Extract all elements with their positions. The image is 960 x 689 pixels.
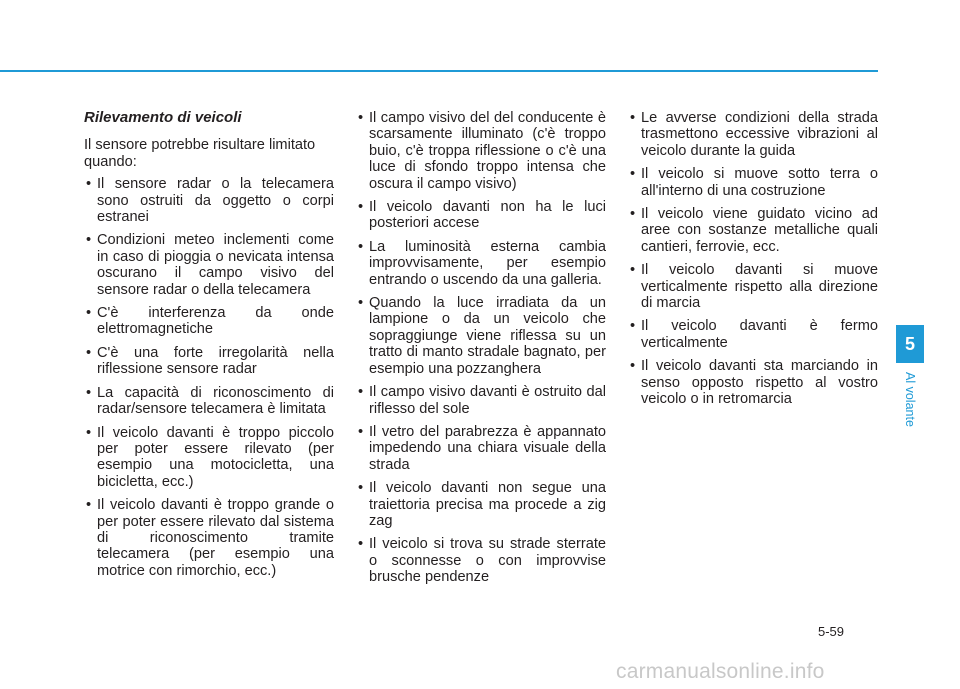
- chapter-tab: 5: [896, 325, 924, 363]
- list-item: • C'è interferenza da onde elettromagnetiche: [84, 305, 334, 338]
- header-rule: [0, 70, 878, 72]
- list-item: • Il vetro del parabrezza è appannato impedendo una chiara visuale della strada: [356, 424, 606, 473]
- watermark: carmanualsonline.info: [616, 660, 825, 683]
- list-item: • Il veicolo davanti sta marciando in senso opposto rispetto al vostro veicolo o in retromarcia: [628, 358, 878, 407]
- list-item: • Il veicolo davanti si muove verticalmente rispetto alla direzione di marcia: [628, 262, 878, 311]
- section-title: Rilevamento di veicoli: [84, 109, 242, 126]
- condition-list-3: [628, 110, 878, 408]
- list-item: • Il veicolo davanti è troppo piccolo per poter essere rilevato (per esempio una motocicletta, una bicicletta, ecc.): [84, 425, 334, 491]
- list-item: • Il veicolo davanti non ha le luci posteriori accese: [356, 199, 606, 232]
- list-item: • Quando la luce irradiata da un lampione o da un veicolo che sopraggiunge viene riflessa su un tratto di manto stradale bagnato, per esempio una pozzanghera: [356, 295, 606, 377]
- condition-list-2: [356, 110, 606, 586]
- column-2: [356, 110, 606, 593]
- list-item: • Il sensore radar o la telecamera sono ostruiti da oggetto o corpi estranei: [84, 176, 334, 225]
- list-item: • Il veicolo davanti non segue una traiettoria precisa ma procede a zig zag: [356, 480, 606, 529]
- list-item: • La luminosità esterna cambia improvvisamente, per esempio entrando o uscendo da una galleria.: [356, 239, 606, 288]
- list-item: • Condizioni meteo inclementi come in caso di pioggia o nevicata intensa oscurano il campo visivo del sensore radar o della telecamera: [84, 232, 334, 298]
- section-intro: Il sensore potrebbe risultare limitato quando:: [84, 137, 316, 170]
- condition-list-1: [84, 176, 334, 579]
- column-3: [628, 110, 878, 415]
- list-item: • Il campo visivo del del conducente è scarsamente illuminato (c'è troppo buio, c'è troppa riflessione o c'è una luce di sfondo troppo intensa che oscura il campo visivo): [356, 110, 606, 192]
- list-item: • Il veicolo si trova su strade sterrate o sconnesse o con improvvise brusche pendenze: [356, 536, 606, 585]
- list-item: • C'è una forte irregolarità nella riflessione sensore radar: [84, 345, 334, 378]
- list-item: • La capacità di riconoscimento di radar/sensore telecamera è limitata: [84, 385, 334, 418]
- column-1: [84, 110, 334, 586]
- list-item: • Il veicolo davanti è fermo verticalmente: [628, 318, 878, 351]
- list-item: • Il veicolo davanti è troppo grande o per poter essere rilevato dal sistema di riconoscimento tramite telecamera (per esempio una motrice con rimorchio, ecc.): [84, 497, 334, 579]
- chapter-label: Al volante: [903, 372, 917, 427]
- list-item: • Il campo visivo davanti è ostruito dal riflesso del sole: [356, 384, 606, 417]
- list-item: • Le avverse condizioni della strada trasmettono eccessive vibrazioni al veicolo durante la guida: [628, 110, 878, 159]
- page-number: 5-59: [818, 624, 845, 639]
- list-item: • Il veicolo viene guidato vicino ad aree con sostanze metalliche quali cantieri, ferrovie, ecc.: [628, 206, 878, 255]
- list-item: • Il veicolo si muove sotto terra o all'interno di una costruzione: [628, 166, 878, 199]
